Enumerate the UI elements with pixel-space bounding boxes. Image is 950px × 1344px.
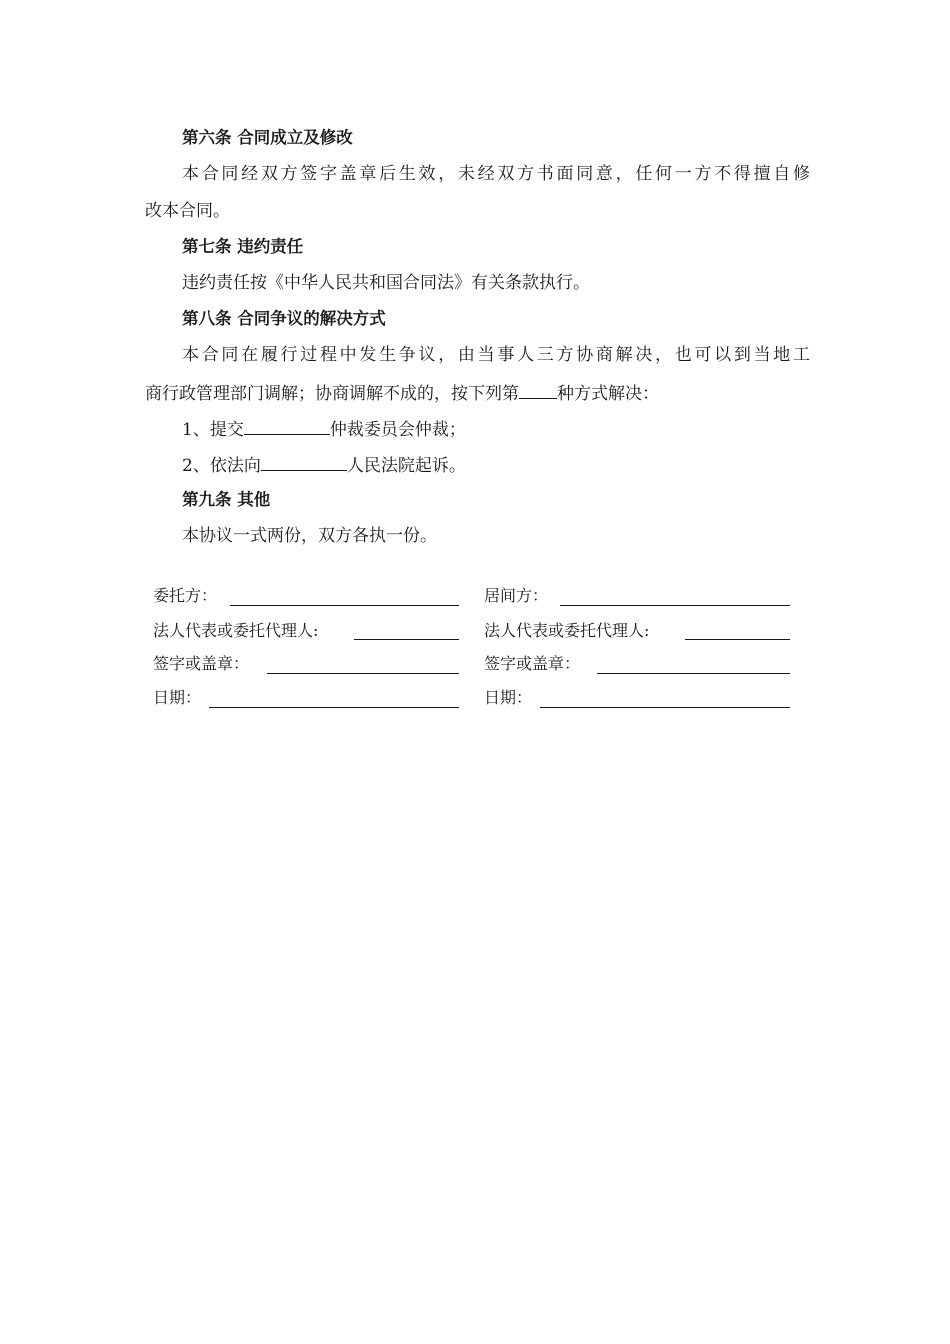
litigation-option-suffix: 人民法院起诉。	[346, 456, 466, 476]
article-9-body: 本协议一式两份，双方各执一份。	[182, 526, 437, 546]
litigation-option	[182, 452, 810, 478]
arbitration-option-prefix: 1、提交	[182, 420, 244, 440]
client-sign-line[interactable]	[267, 673, 459, 674]
article-6-body-line-1: 本合同经双方签字盖章后生效，未经双方书面同意，任何一方不得擅自修	[182, 164, 810, 184]
client-date-label: 日期：	[153, 688, 202, 707]
article-8-body-line-2-suffix: 种方式解决：	[557, 384, 659, 404]
intermediary-representative-line[interactable]	[685, 639, 790, 640]
court-blank[interactable]	[261, 452, 347, 471]
intermediary-party-line[interactable]	[560, 605, 790, 606]
arbitration-option-suffix: 仲裁委员会仲裁；	[329, 420, 466, 440]
intermediary-date-line[interactable]	[540, 707, 790, 708]
client-sign-label: 签字或盖章：	[153, 654, 250, 673]
article-8-heading: 第八条 合同争议的解决方式	[182, 309, 386, 328]
dispute-method-blank[interactable]	[519, 380, 557, 399]
article-6-body-line-2: 改本合同。	[145, 201, 230, 221]
article-7-heading: 第七条 违约责任	[182, 237, 304, 256]
client-date-line[interactable]	[209, 707, 459, 708]
article-7-body: 违约责任按《中华人民共和国合同法》有关条款执行。	[182, 273, 590, 293]
intermediary-representative-label: 法人代表或委托代理人:	[484, 621, 650, 640]
intermediary-date-label: 日期：	[484, 688, 533, 707]
intermediary-sign-label: 签字或盖章：	[484, 654, 581, 673]
intermediary-sign-line[interactable]	[597, 673, 790, 674]
client-party-line[interactable]	[230, 605, 459, 606]
client-representative-label: 法人代表或委托代理人:	[153, 621, 319, 640]
article-8-body-line-2	[145, 380, 810, 406]
litigation-option-prefix: 2、依法向	[182, 456, 261, 476]
article-8-body-line-1: 本合同在履行过程中发生争议，由当事人三方协商解决，也可以到当地工	[182, 345, 810, 365]
article-8-body-line-2-prefix: 商行政管理部门调解；协商调解不成的，按下列第	[145, 384, 519, 404]
article-6-heading: 第六条 合同成立及修改	[182, 128, 353, 147]
client-representative-line[interactable]	[354, 639, 459, 640]
article-9-heading: 第九条 其他	[182, 490, 271, 509]
intermediary-party-label: 居间方：	[484, 586, 549, 605]
arbitration-option	[182, 416, 810, 442]
arbitration-committee-blank[interactable]	[244, 416, 330, 435]
client-party-label: 委托方：	[153, 586, 218, 605]
